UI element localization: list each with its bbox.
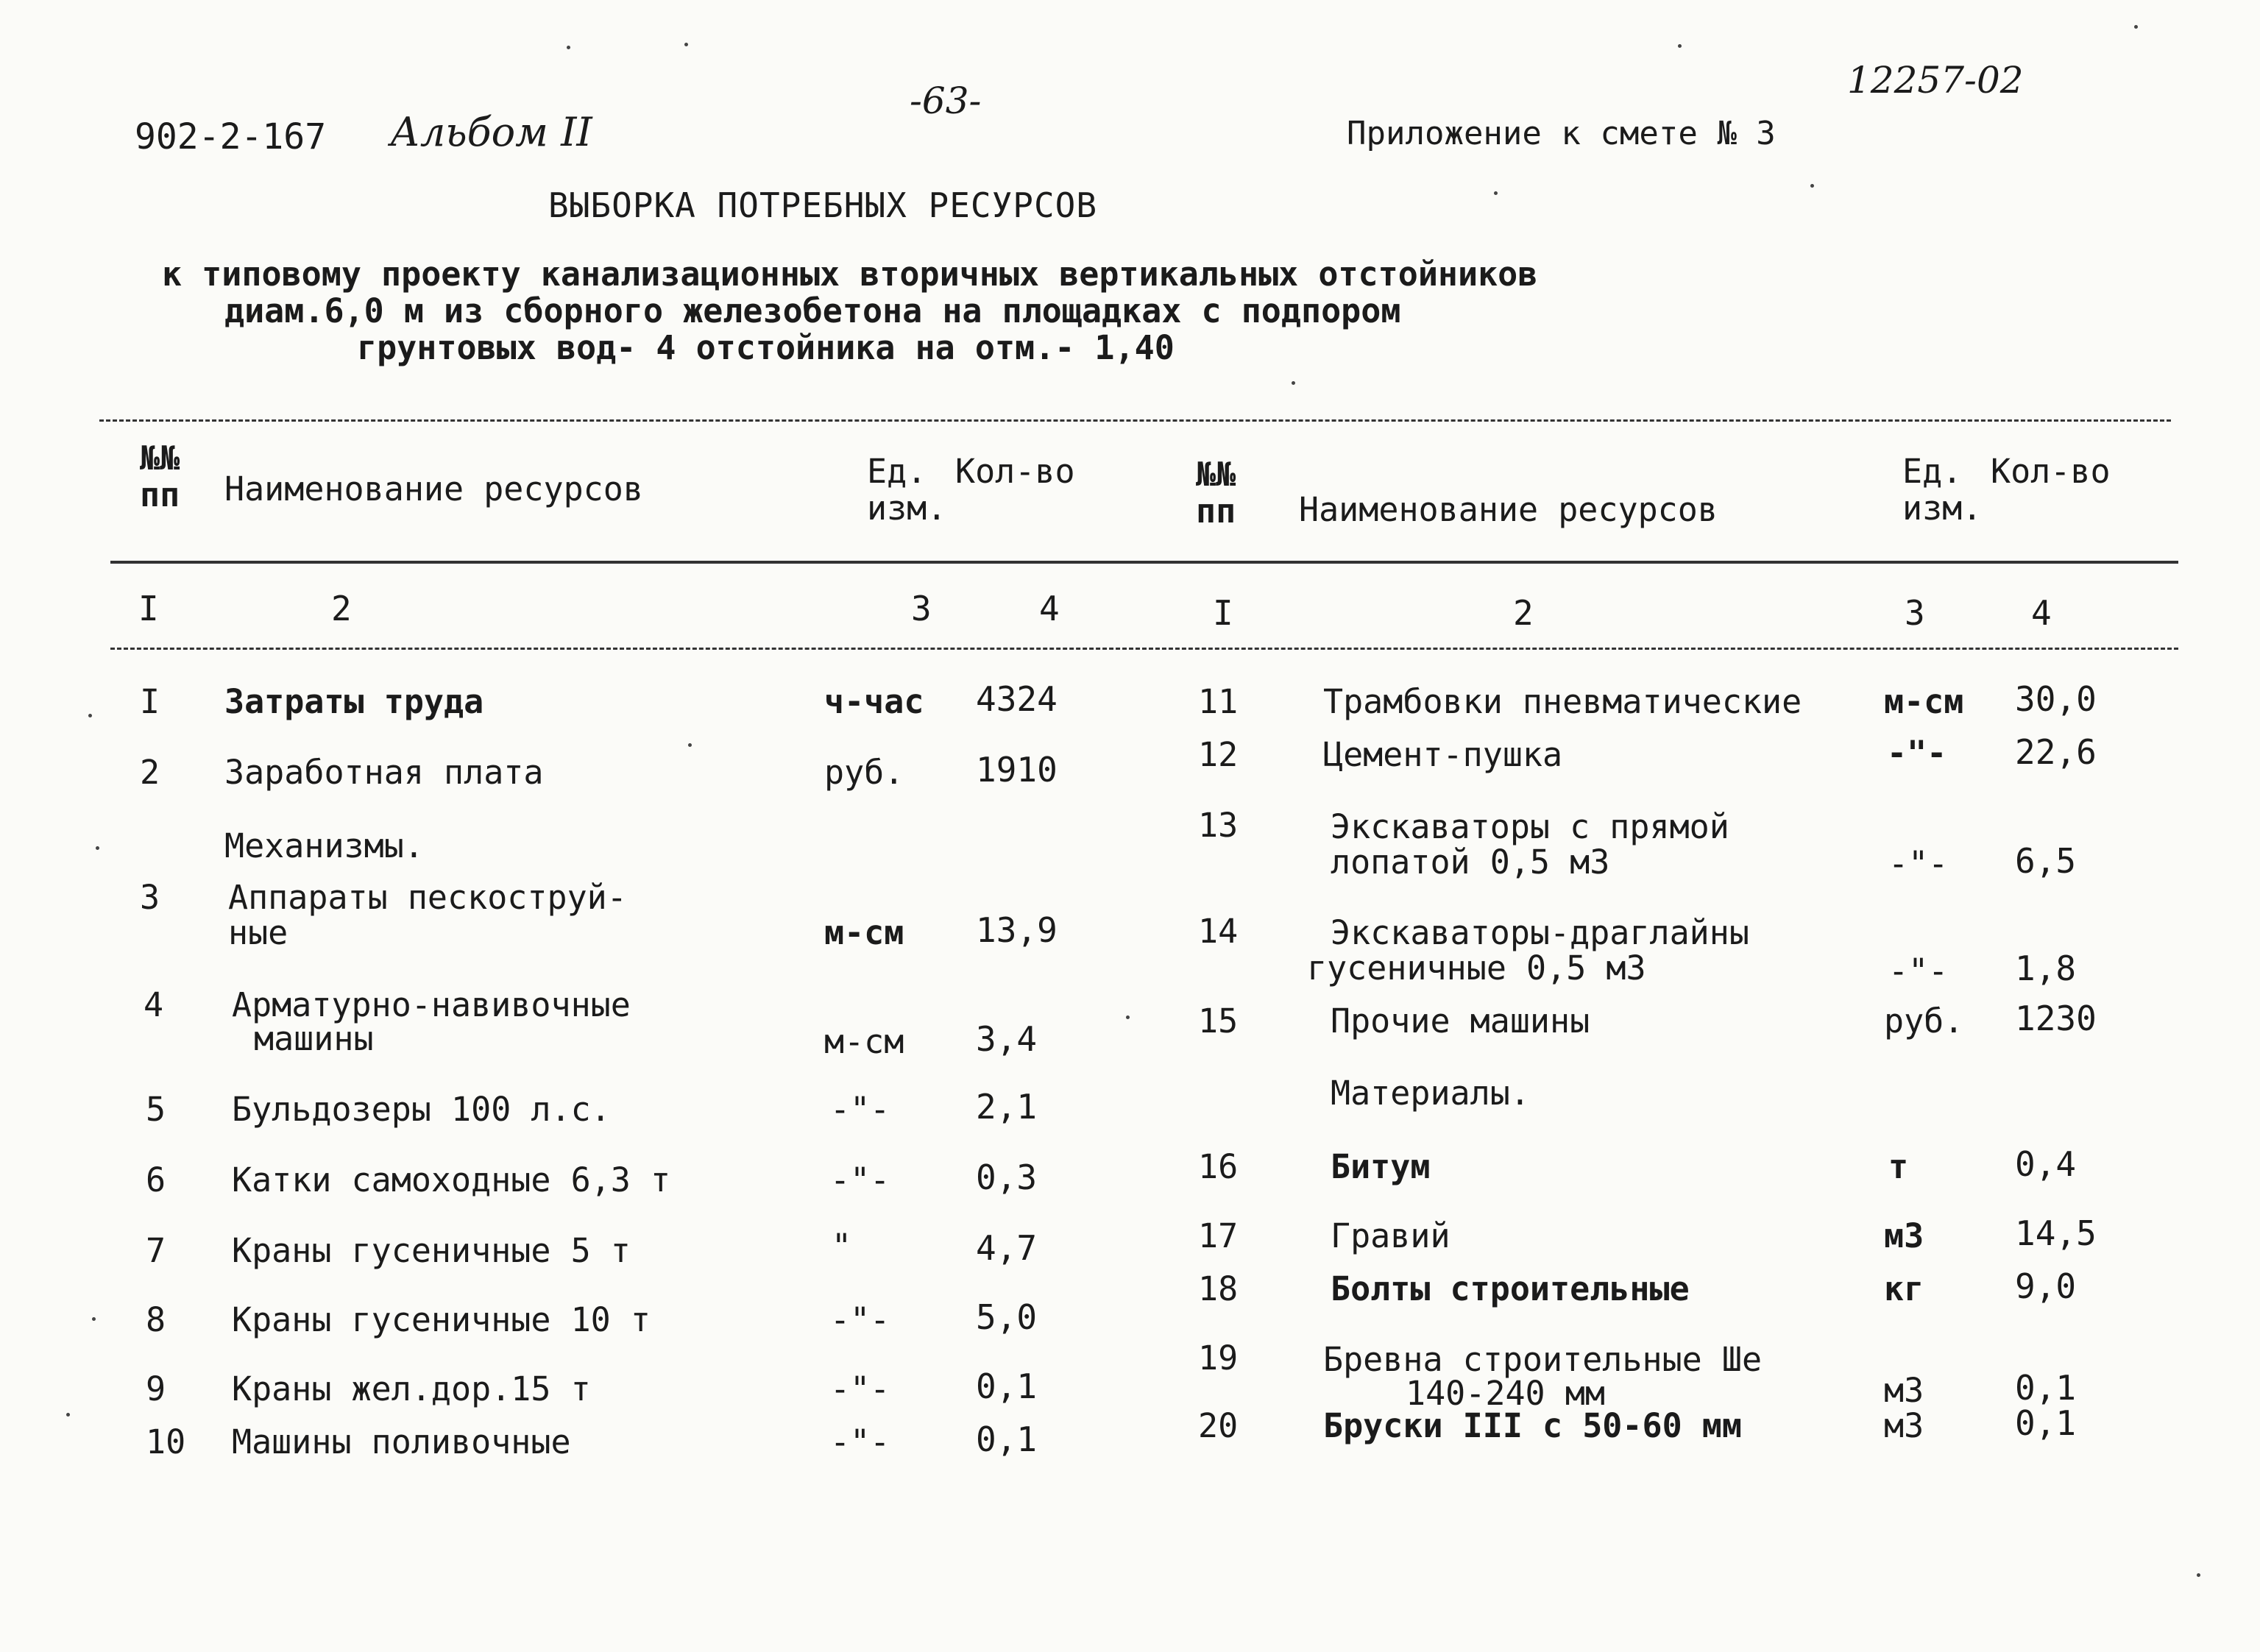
header-bottom-rule [110, 561, 2178, 564]
scan-speck [1494, 191, 1498, 195]
row-unit: -"- [1888, 951, 1949, 990]
index-col-2-left: 2 [331, 589, 352, 628]
album-label: Альбом II [390, 109, 592, 155]
scan-speck [1292, 381, 1295, 385]
scan-speck [2134, 25, 2138, 29]
row-name-cont: 140-240 мм [1406, 1374, 1605, 1413]
scan-speck [567, 46, 570, 49]
row-num: 20 [1198, 1406, 1239, 1445]
row-unit: ч-час [824, 682, 924, 721]
appendix-label: Приложение к смете № 3 [1347, 115, 1776, 152]
row-name-cont: гусеничные 0,5 м3 [1307, 949, 1646, 988]
row-qty: 22,6 [2015, 732, 2097, 772]
row-unit: -"- [830, 1160, 890, 1199]
index-bottom-rule [110, 648, 2178, 650]
row-qty: 0,1 [976, 1366, 1038, 1406]
row-name: Машины поливочные [232, 1422, 571, 1461]
row-unit: м-см [1884, 682, 1964, 721]
row-num: 9 [146, 1369, 166, 1408]
row-unit: м3 [1884, 1406, 1924, 1445]
row-num: 6 [146, 1160, 166, 1199]
index-col-2-right: 2 [1513, 593, 1534, 633]
row-name: Краны жел.дор.15 т [232, 1369, 591, 1408]
row-unit: руб. [824, 753, 904, 792]
row-name: Экскаваторы-драглайны [1331, 913, 1749, 952]
document-code: 902-2-167 [135, 116, 327, 157]
row-qty: 0,3 [976, 1158, 1038, 1197]
row-unit: -"- [1888, 844, 1949, 883]
row-qty: 1,8 [2015, 949, 2077, 988]
row-unit: руб. [1884, 1002, 1964, 1041]
row-unit: м-см [824, 1022, 904, 1061]
row-qty: 30,0 [2015, 679, 2097, 719]
row-qty: 0,4 [2015, 1144, 2077, 1184]
section-heading-materials: Материалы. [1331, 1074, 1530, 1113]
col-name-header-left: Наименование ресурсов [224, 469, 643, 508]
scan-speck [66, 1413, 70, 1417]
row-num: 14 [1198, 912, 1239, 951]
index-col-1-left: I [138, 589, 159, 628]
row-unit: -"- [830, 1422, 890, 1461]
row-qty: 9,0 [2015, 1266, 2077, 1306]
row-name: Краны гусеничные 10 т [232, 1300, 651, 1339]
row-name: Прочие машины [1331, 1002, 1590, 1041]
row-num: 2 [140, 753, 160, 792]
row-name: Болты строительные [1331, 1269, 1690, 1308]
col-qty-header-left: Кол-во [955, 452, 1075, 491]
col-name-header-right: Наименование ресурсов [1299, 490, 1718, 529]
row-num: 15 [1198, 1002, 1239, 1041]
row-qty: 6,5 [2015, 841, 2077, 881]
row-unit: м3 [1884, 1216, 1924, 1255]
row-num: 11 [1198, 682, 1239, 721]
col-unit-header-left: Ед. изм. [867, 452, 947, 528]
row-qty: 0,1 [2015, 1368, 2077, 1408]
row-num: 19 [1198, 1339, 1239, 1378]
index-col-3-left: 3 [911, 589, 932, 628]
row-num: 7 [146, 1231, 166, 1270]
row-name-cont: ные [228, 913, 288, 952]
row-qty: 0,1 [976, 1419, 1038, 1459]
page-number: -63- [910, 79, 982, 122]
row-num: 5 [146, 1090, 166, 1129]
subtitle-line-1: к типовому проекту канализационных вторичных вертикальных отстойников [162, 255, 1538, 294]
row-name: Гравий [1331, 1216, 1450, 1255]
row-name: Битум [1331, 1147, 1431, 1186]
row-qty: 4324 [976, 679, 1058, 719]
subtitle-line-3: грунтовых вод- 4 отстойника на отм.- 1,40 [357, 328, 1175, 367]
row-name: Аппараты пескоструй- [228, 878, 627, 917]
page-title: ВЫБОРКА ПОТРЕБНЫХ РЕСУРСОВ [548, 185, 1098, 225]
row-name: Затраты труда [224, 682, 484, 721]
row-qty: 3,4 [976, 1019, 1038, 1059]
row-qty: 1230 [2015, 999, 2097, 1038]
section-heading-mechanisms: Механизмы. [224, 826, 424, 865]
row-qty: 2,1 [976, 1087, 1038, 1127]
subtitle-line-2: диам.6,0 м из сборного железобетона на площадках с подпором [224, 291, 1401, 330]
col-num-header-left: №№ пп [140, 439, 180, 514]
row-num: 3 [140, 878, 160, 917]
row-name: Бульдозеры 100 л.с. [232, 1090, 611, 1129]
row-name: Трамбовки пневматические [1323, 682, 1802, 721]
index-col-4-left: 4 [1039, 589, 1060, 628]
col-qty-header-right: Кол-во [1991, 452, 2111, 491]
row-unit: м-см [824, 913, 904, 952]
row-unit: т [1888, 1147, 1909, 1186]
scan-speck [2197, 1573, 2200, 1577]
scan-speck [1126, 1015, 1130, 1019]
row-num: 10 [146, 1422, 186, 1461]
row-unit: -"- [830, 1090, 890, 1129]
row-name: Бревна строительные Ше [1323, 1340, 1763, 1379]
scan-speck [688, 743, 692, 747]
row-qty: 0,1 [2015, 1403, 2077, 1443]
index-col-1-right: I [1213, 593, 1233, 633]
row-num: I [140, 682, 160, 721]
row-qty: 5,0 [976, 1297, 1038, 1337]
scan-speck [88, 714, 92, 717]
row-qty: 13,9 [976, 910, 1058, 950]
row-unit: кг [1884, 1269, 1924, 1308]
row-name: Арматурно-навивочные [232, 985, 631, 1024]
row-num: 16 [1198, 1147, 1239, 1186]
row-unit: -"- [830, 1369, 890, 1408]
row-unit: -"- [830, 1300, 890, 1339]
table-top-rule [99, 419, 2171, 422]
row-name: Заработная плата [224, 753, 544, 792]
col-num-header-right: №№ пп [1196, 455, 1236, 531]
row-num: 8 [146, 1300, 166, 1339]
scan-speck [684, 43, 688, 46]
row-num: 18 [1198, 1269, 1239, 1308]
row-num: 13 [1198, 806, 1239, 845]
row-unit: м3 [1884, 1371, 1924, 1410]
row-name-cont: машины [254, 1019, 374, 1058]
scan-speck [92, 1317, 96, 1321]
row-name: Бруски III с 50-60 мм [1323, 1406, 1742, 1445]
row-unit: " [832, 1227, 852, 1266]
row-name: Катки самоходные 6,3 т [232, 1160, 671, 1199]
index-col-3-right: 3 [1905, 593, 1925, 633]
index-col-4-right: 4 [2031, 593, 2052, 633]
scan-speck [1810, 184, 1814, 188]
stamp-number: 12257-02 [1847, 59, 2024, 102]
row-num: 4 [144, 985, 164, 1024]
col-unit-header-right: Ед. изм. [1902, 452, 1983, 528]
row-name: Экскаваторы с прямой [1331, 807, 1729, 846]
row-num: 17 [1198, 1216, 1239, 1255]
row-name: Цемент-пушка [1323, 735, 1563, 774]
scan-speck [96, 846, 99, 850]
row-name: Краны гусеничные 5 т [232, 1231, 631, 1270]
scan-speck [1678, 44, 1682, 48]
row-qty: 4,7 [976, 1228, 1038, 1268]
row-unit: -"- [1887, 734, 1947, 773]
row-num: 12 [1198, 735, 1239, 774]
row-name-cont: лопатой 0,5 м3 [1331, 843, 1610, 882]
row-qty: 14,5 [2015, 1213, 2097, 1253]
row-qty: 1910 [976, 750, 1058, 790]
